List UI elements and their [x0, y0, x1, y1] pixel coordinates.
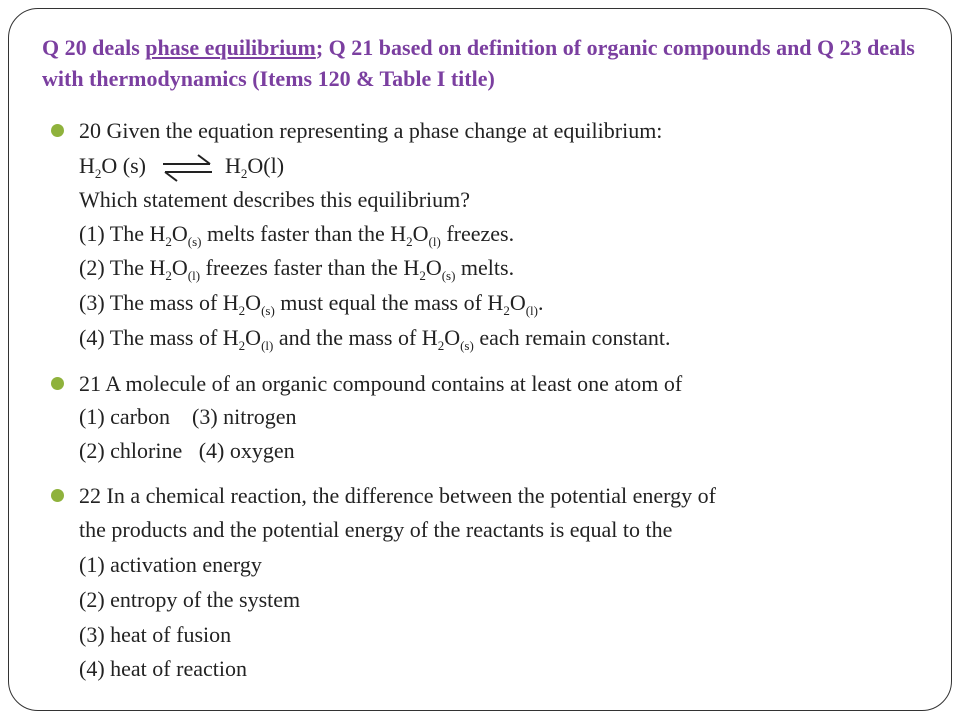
q20-intro: 20 Given the equation representing a phase change at equilibrium:	[79, 118, 663, 143]
q22-option-1: (1) activation energy	[79, 552, 262, 577]
q22-option-4: (4) heat of reaction	[79, 656, 247, 681]
header-text-1: Q 20 deals	[42, 35, 146, 60]
slide-header	[42, 32, 922, 94]
q20-option-2: (2) The $H_2O_{(l)}$ freezes faster than the $H_2O_{(s)}$ melts.	[79, 255, 515, 283]
q20-option-3: (3) The mass of $H_2O_{(s)}$ must equal the mass of $H_2O_{(l)}$.	[79, 290, 544, 318]
header-underlined: phase equilibrium	[145, 35, 316, 60]
q20-equation: $H_2O$ (s) $H_2O(l)$	[79, 153, 285, 181]
q22-option-3: (3) heat of fusion	[79, 622, 232, 647]
q22-intro: 22 In a chemical reaction, the difference between the potential energy of	[79, 483, 716, 508]
equilibrium-arrows-icon	[160, 153, 215, 183]
bullet-q22	[51, 489, 64, 502]
header-text-2: ; Q 21 based on definition of organic compounds and Q 23 deals with thermodynamics (Items 120 & Table I title)	[42, 35, 915, 91]
q20-question: Which statement describes this equilibrium?	[79, 187, 471, 212]
bullet-q20	[51, 124, 64, 137]
q21-options-row-2: (2) chlorine (4) oxygen	[79, 438, 295, 463]
q20-option-1: (1) The $H_2O_{(s)}$ melts faster than the $H_2O_{(l)}$ freezes.	[79, 221, 515, 249]
q22-intro-2: the products and the potential energy of the reactants is equal to the	[79, 517, 673, 542]
bullet-q21	[51, 377, 64, 390]
q22-option-2: (2) entropy of the system	[79, 587, 301, 612]
q21-intro: 21 A molecule of an organic compound contains at least one atom of	[79, 371, 683, 396]
q21-options-row-1: (1) carbon (3) nitrogen	[79, 404, 297, 429]
q20-option-4: (4) The mass of $H_2O_{(l)}$ and the mass of $H_2O_{(s)}$ each remain constant.	[79, 325, 671, 353]
